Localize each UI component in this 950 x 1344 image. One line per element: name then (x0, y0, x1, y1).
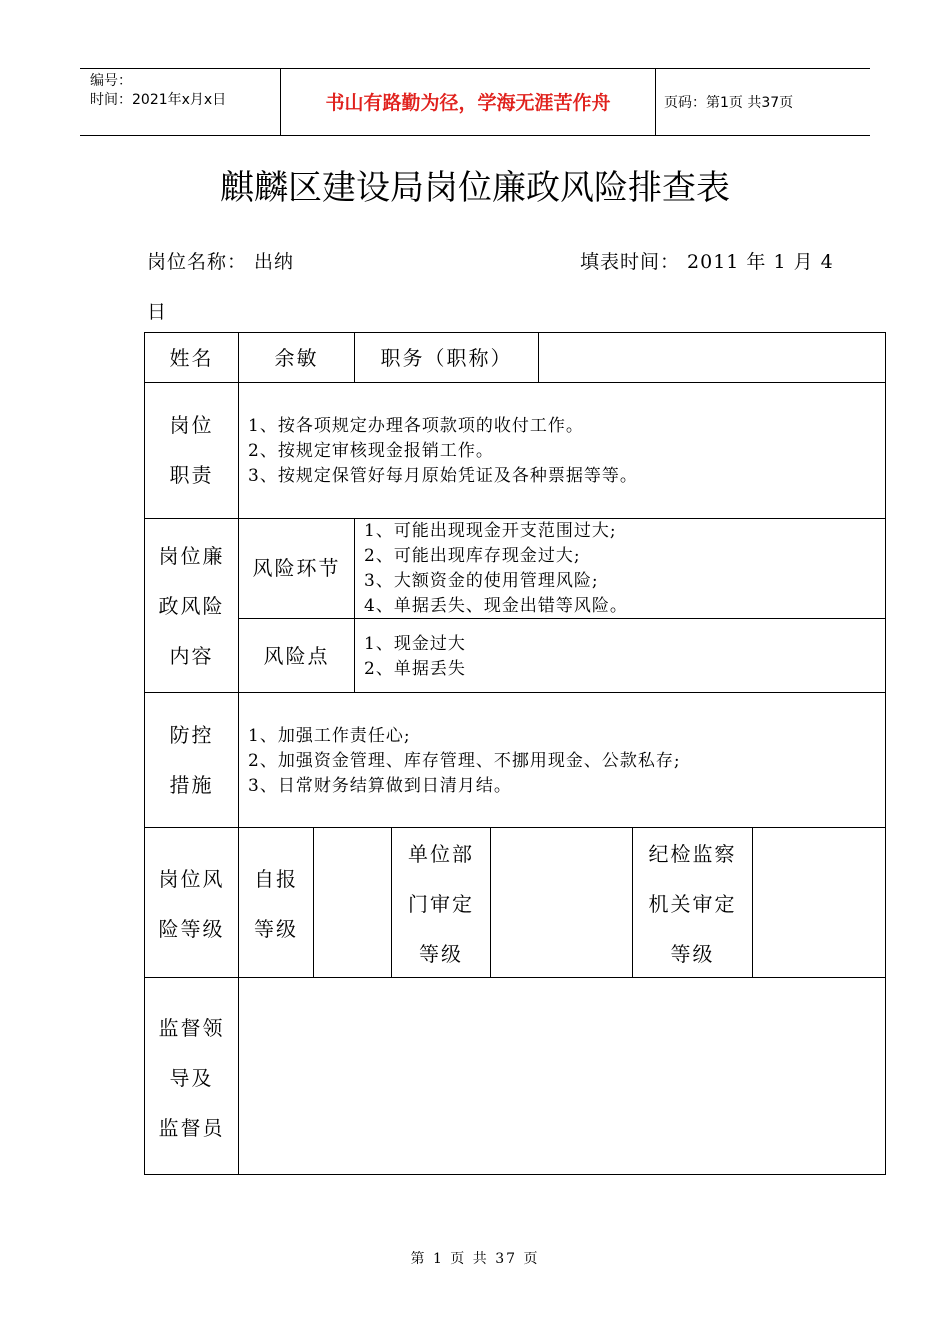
duty-item: 3、按规定保管好每月原始凭证及各种票据等等。 (248, 466, 638, 486)
name-label: 姓名 (169, 346, 214, 370)
duty-label: 岗位 职责 (169, 413, 214, 487)
self-level-label: 自报 等级 (254, 867, 298, 941)
risk-link-item: 1、可能出现现金开支范围过大; (364, 521, 617, 541)
control-label: 防控 措施 (169, 723, 214, 797)
header-left (90, 72, 226, 110)
document-title: 麒麟区建设局岗位廉政风险排查表 (220, 168, 730, 208)
page-footer: 第 1 页 共 37 页 (410, 1251, 540, 1267)
control-item: 2、加强资金管理、库存管理、不挪用现金、公款私存; (248, 751, 681, 771)
risk-link-item: 3、大额资金的使用管理风险; (364, 571, 599, 591)
duty-item: 1、按各项规定办理各项款项的收付工作。 (248, 416, 584, 436)
control-item: 1、加强工作责任心; (248, 726, 411, 746)
duty-item: 2、按规定审核现金报销工作。 (248, 441, 494, 461)
title-label: 职务（职称） (380, 346, 513, 370)
risk-point-item: 1、现金过大 (364, 634, 466, 654)
risk-content-label: 岗位廉 政风险 内容 (158, 544, 225, 668)
risk-link-list (364, 519, 628, 619)
header-motto: 书山有路勤为径，学海无涯苦作舟 (325, 92, 611, 114)
risk-point-label: 风险点 (263, 644, 330, 668)
discipline-level-label: 纪检监察 机关审定 等级 (648, 842, 737, 966)
fill-time: 填表时间： 2011 年 1 月 4 (580, 251, 834, 273)
supervisor-label: 监督领 导及 监督员 (158, 1016, 225, 1140)
risk-link-item: 4、单据丢失、现金出错等风险。 (364, 596, 628, 616)
control-list (248, 724, 681, 799)
risk-point-item: 2、单据丢失 (364, 659, 466, 679)
level-label: 岗位风 险等级 (158, 867, 225, 941)
fill-time-tail: 日 (147, 301, 168, 323)
header-divider-2 (655, 68, 656, 136)
name-value: 余敏 (274, 346, 319, 370)
header-bottom-rule (80, 135, 870, 136)
header-divider-1 (280, 68, 281, 136)
risk-point-list (364, 632, 466, 682)
serial-label: 编号： (90, 73, 132, 89)
header-top-rule (80, 68, 870, 69)
header-time: 时间：2021年x月x日 (90, 92, 227, 108)
duty-list (248, 414, 638, 489)
control-item: 3、日常财务结算做到日清月结。 (248, 776, 512, 796)
unit-level-label: 单位部 门审定 等级 (408, 842, 474, 966)
header-page-number: 页码：第1页 共37页 (664, 95, 794, 111)
risk-link-item: 2、可能出现库存现金过大; (364, 546, 581, 566)
position-name: 岗位名称： 出纳 (147, 251, 295, 273)
risk-link-label: 风险环节 (252, 556, 341, 580)
